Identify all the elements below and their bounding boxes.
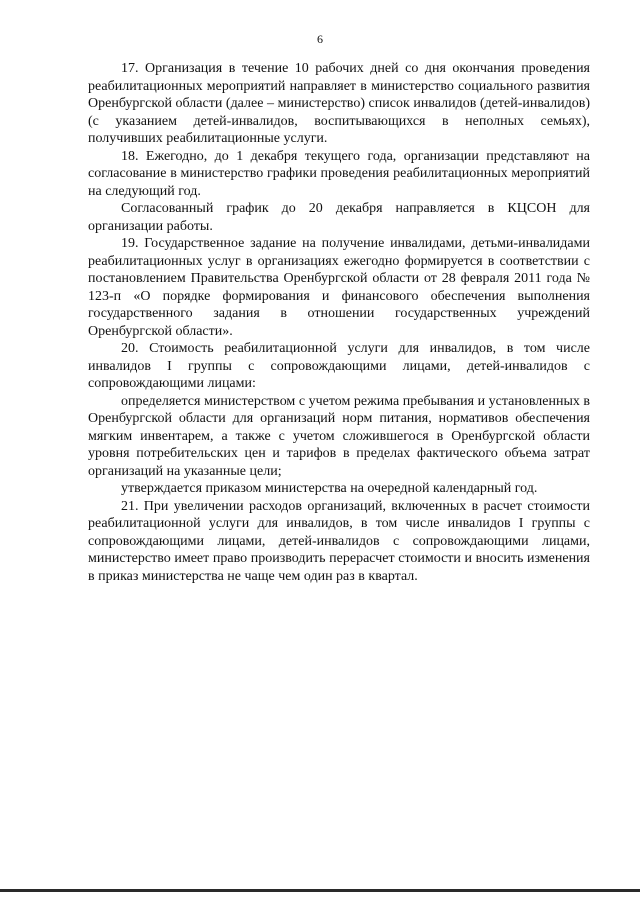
- paragraph-18-schedule: Согласованный график до 20 декабря направляется в КЦСОН для организации работы.: [88, 201, 590, 234]
- document-body: [88, 60, 590, 585]
- page-number: 6: [317, 32, 323, 46]
- paragraph-17: 17. Организация в течение 10 рабочих дней со дня окончания проведения реабилитационных мероприятий направляет в министерство социального развития Оренбургской области (далее – министерство) список инвалидов (детей-инвалидов) (с указанием детей-инвалидов, воспитывающихся в неполных семьях), получивших реабилитационные услуги.: [88, 61, 590, 146]
- paragraph-20-approved: утверждается приказом министерства на очередной календарный год.: [121, 481, 538, 496]
- paragraph-19: 19. Государственное задание на получение инвалидами, детьми-инвалидами реабилитационных услуг в организациях ежегодно формируется в соответствии с постановлением Правительства Оренбургской области от 28 февраля 2011 года № 123-п «О порядке формирования и финансового обеспечения выполнения государственного задания в отношении государственных учреждений Оренбургской области».: [88, 236, 590, 339]
- bottom-rule: [0, 889, 640, 892]
- paragraph-18: 18. Ежегодно, до 1 декабря текущего года, организации представляют на согласование в министерство графики проведения реабилитационных мероприятий на следующий год.: [88, 148, 590, 199]
- paragraph-21: 21. При увеличении расходов организаций, включенных в расчет стоимости реабилитационной услуги для инвалидов, в том числе инвалидов I группы с сопровождающими лицами, детей-инвалидов с сопровождающими лицами, министерство имеет право производить перерасчет стоимости и вносить изменения в приказ министерства не чаще чем один раз в квартал.: [88, 498, 590, 584]
- paragraph-20-determined: определяется министерством с учетом режима пребывания и установленных в Оренбургской области для организаций норм питания, нормативов обеспечения мягким инвентарем, а также с учетом сложившегося в Оренбургской области уровня потребительских цен и тарифов в пределах фактического объема затрат организаций на указанные цели;: [88, 393, 590, 479]
- paragraph-20: 20. Стоимость реабилитационной услуги для инвалидов, в том числе инвалидов I группы с сопровождающими лицами, детей-инвалидов с сопровождающими лицами:: [88, 341, 590, 391]
